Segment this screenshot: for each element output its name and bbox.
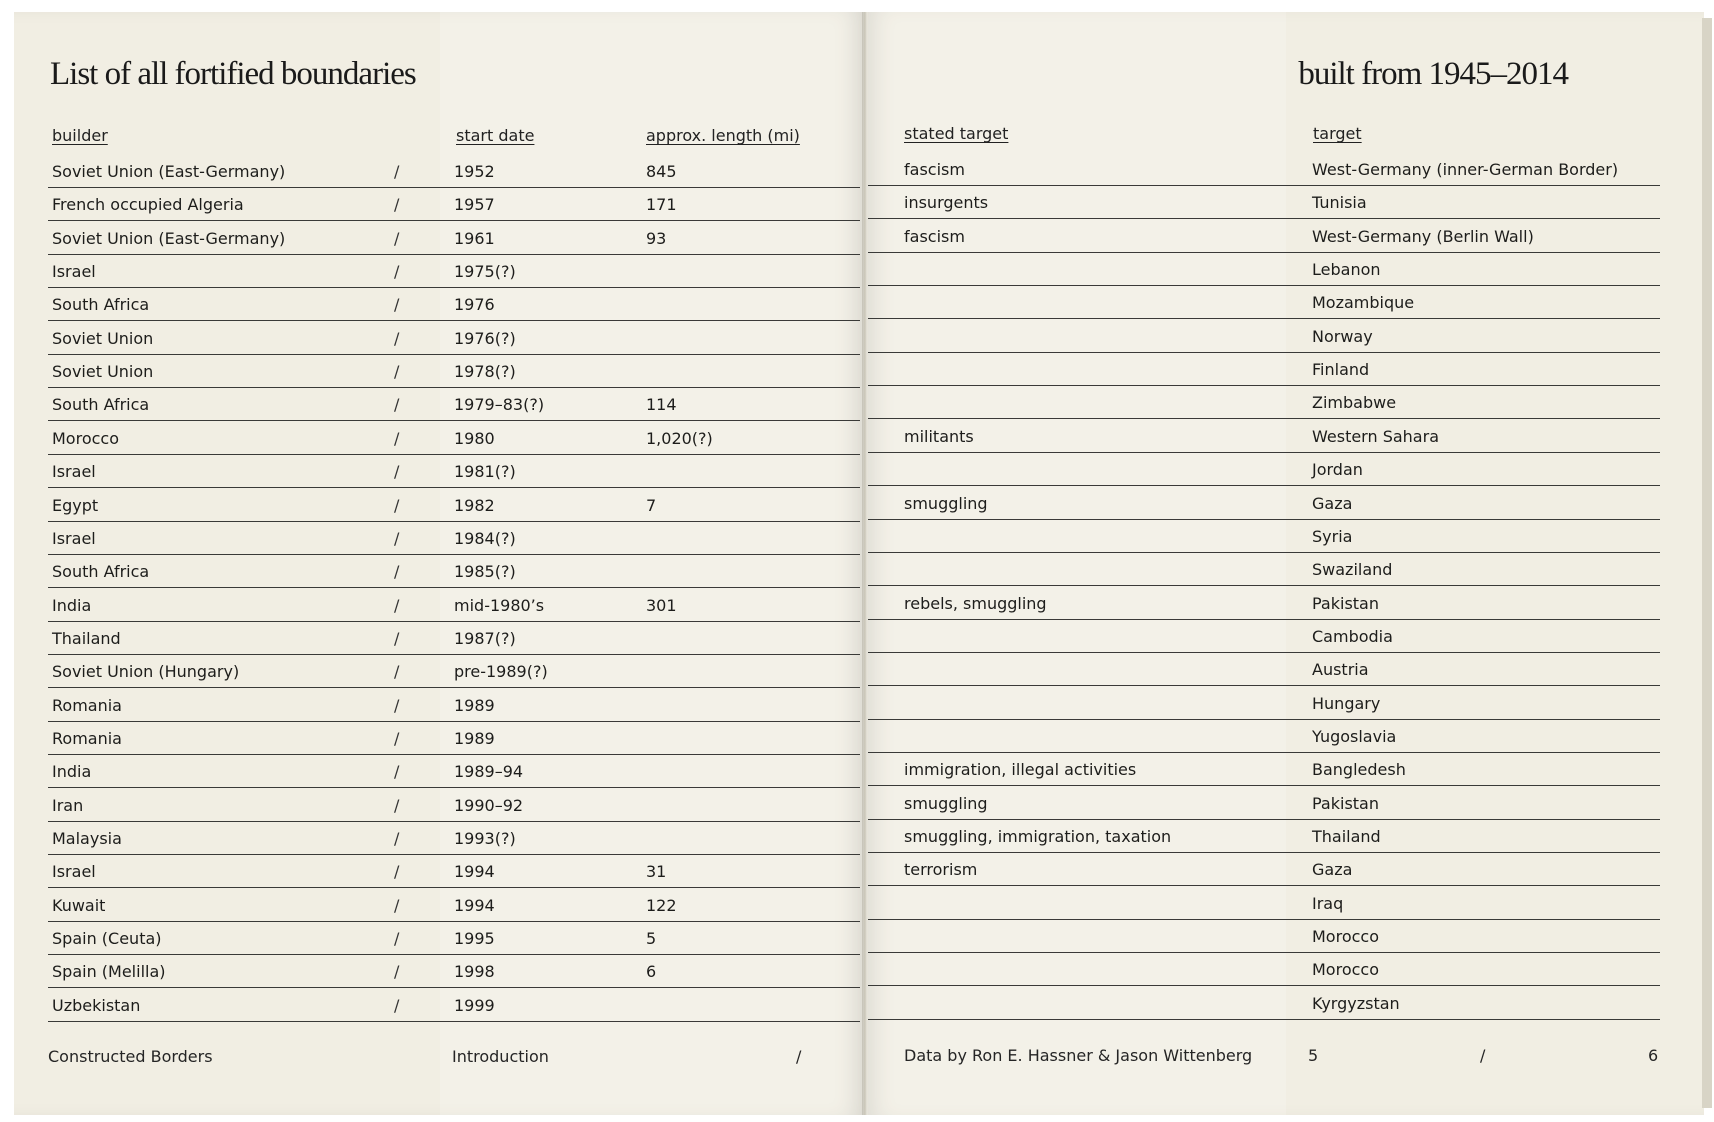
table-row xyxy=(868,986,1660,1020)
builder-cell: Malaysia xyxy=(52,829,122,848)
row-separator: / xyxy=(394,929,400,949)
page-number-right: 6 xyxy=(1648,1046,1659,1065)
stated-target-cell: smuggling, immigration, taxation xyxy=(904,827,1172,846)
builder-cell: Israel xyxy=(52,862,96,882)
builder-cell: Iran xyxy=(52,795,84,815)
table-row xyxy=(48,287,860,321)
start-date-cell: 1952 xyxy=(454,162,495,181)
table-row xyxy=(868,185,1660,219)
target-cell: Iraq xyxy=(1312,893,1344,913)
table-row xyxy=(868,852,1660,886)
stated-target-cell: insurgents xyxy=(904,193,989,213)
length-cell: 5 xyxy=(646,929,657,949)
row-separator: / xyxy=(394,695,400,715)
start-date-cell: mid-1980’s xyxy=(454,595,545,615)
table-row xyxy=(48,654,860,688)
start-date-cell: pre-1989(?) xyxy=(454,662,548,682)
table-row xyxy=(48,921,860,955)
row-separator: / xyxy=(394,295,400,315)
row-separator: / xyxy=(394,428,400,448)
table-row xyxy=(48,888,860,922)
stated-target-cell: fascism xyxy=(904,226,965,246)
page-title-right: built from 1945–2014 xyxy=(1298,56,1568,92)
table-row xyxy=(868,652,1660,686)
builder-cell: Israel xyxy=(52,528,96,548)
footer-book-title: Constructed Borders xyxy=(48,1047,213,1066)
target-cell: Cambodia xyxy=(1312,626,1393,646)
target-cell: Finland xyxy=(1312,360,1370,380)
start-date-cell: 1985(?) xyxy=(454,562,516,582)
page-number-left: 5 xyxy=(1308,1046,1319,1065)
target-cell: Thailand xyxy=(1312,827,1381,846)
start-date-cell: 1980 xyxy=(454,428,495,448)
table-row xyxy=(868,219,1660,253)
start-date-cell: 1957 xyxy=(454,195,495,215)
footer-separator-right: / xyxy=(1480,1046,1486,1065)
target-cell: Syria xyxy=(1312,526,1353,546)
target-cell: Mozambique xyxy=(1312,293,1415,313)
stated-target-cell: rebels, smuggling xyxy=(904,593,1047,613)
table-row xyxy=(48,187,860,221)
row-separator: / xyxy=(394,195,400,215)
stated-target-cell: fascism xyxy=(904,160,965,179)
table-row xyxy=(48,421,860,455)
table-row xyxy=(48,588,860,622)
target-cell: Gaza xyxy=(1312,493,1353,513)
table-row xyxy=(48,688,860,722)
table-row xyxy=(48,821,860,855)
stated-target-cell: terrorism xyxy=(904,860,978,880)
stated-target-cell: smuggling xyxy=(904,793,988,813)
footer-separator-left: / xyxy=(796,1047,802,1066)
start-date-cell: 1978(?) xyxy=(454,362,516,382)
builder-cell: Israel xyxy=(52,462,96,482)
table-row xyxy=(48,254,860,288)
target-cell: Swaziland xyxy=(1312,560,1393,580)
stated-target-cell: militants xyxy=(904,426,974,446)
start-date-cell: 1984(?) xyxy=(454,528,516,548)
builder-cell: India xyxy=(52,762,92,782)
table-row xyxy=(868,886,1660,920)
start-date-cell: 1995 xyxy=(454,929,495,949)
start-date-cell: 1989–94 xyxy=(454,762,524,782)
row-separator: / xyxy=(394,462,400,482)
table-row xyxy=(868,486,1660,520)
start-date-cell: 1998 xyxy=(454,962,495,982)
header-builder: builder xyxy=(52,126,108,145)
table-row xyxy=(868,719,1660,753)
target-cell: Morocco xyxy=(1312,927,1379,947)
length-cell: 122 xyxy=(646,895,677,915)
table-row xyxy=(868,586,1660,620)
length-cell: 301 xyxy=(646,595,677,615)
table-row xyxy=(868,319,1660,353)
builder-cell: Thailand xyxy=(52,628,121,648)
row-separator: / xyxy=(394,595,400,615)
builder-cell: Romania xyxy=(52,695,122,715)
target-cell: Bangledesh xyxy=(1312,760,1406,780)
table-row xyxy=(48,554,860,588)
builder-cell: Kuwait xyxy=(52,895,106,915)
row-separator: / xyxy=(394,528,400,548)
builder-cell: Romania xyxy=(52,728,122,748)
builder-cell: Morocco xyxy=(52,428,119,448)
builder-cell: Spain (Melilla) xyxy=(52,962,166,982)
builder-cell: Spain (Ceuta) xyxy=(52,929,162,949)
start-date-cell: 1976 xyxy=(454,295,495,315)
length-cell: 93 xyxy=(646,228,667,248)
start-date-cell: 1999 xyxy=(454,995,495,1015)
table-row xyxy=(868,919,1660,953)
length-cell: 171 xyxy=(646,195,677,215)
table-row xyxy=(48,954,860,988)
stated-target-cell: immigration, illegal activities xyxy=(904,760,1137,780)
row-separator: / xyxy=(394,328,400,348)
table-row xyxy=(48,521,860,555)
row-separator: / xyxy=(394,162,400,181)
row-separator: / xyxy=(394,995,400,1015)
table-row xyxy=(48,354,860,388)
start-date-cell: 1976(?) xyxy=(454,328,516,348)
builder-cell: India xyxy=(52,595,92,615)
builder-cell: Uzbekistan xyxy=(52,995,141,1015)
start-date-cell: 1979–83(?) xyxy=(454,395,545,415)
table-row xyxy=(868,819,1660,853)
table-row xyxy=(48,387,860,421)
table-row xyxy=(868,552,1660,586)
footer-credit: Data by Ron E. Hassner & Jason Wittenberg xyxy=(904,1046,1253,1065)
row-separator: / xyxy=(394,262,400,282)
table-row xyxy=(868,952,1660,986)
start-date-cell: 1961 xyxy=(454,228,495,248)
table-row xyxy=(868,252,1660,286)
length-cell: 31 xyxy=(646,862,667,882)
table-row xyxy=(868,385,1660,419)
row-separator: / xyxy=(394,795,400,815)
target-cell: Western Sahara xyxy=(1312,426,1439,446)
table-row xyxy=(48,621,860,655)
row-separator: / xyxy=(394,862,400,882)
target-cell: Tunisia xyxy=(1312,193,1367,213)
table-row xyxy=(868,686,1660,720)
target-cell: Zimbabwe xyxy=(1312,393,1397,413)
builder-cell: Soviet Union (East-Germany) xyxy=(52,162,286,181)
builder-cell: Soviet Union xyxy=(52,362,154,382)
target-cell: Kyrgyzstan xyxy=(1312,993,1400,1013)
table-row xyxy=(868,619,1660,653)
length-cell: 7 xyxy=(646,495,657,515)
builder-cell: Israel xyxy=(52,262,96,282)
target-cell: Morocco xyxy=(1312,960,1379,980)
length-cell: 114 xyxy=(646,395,677,415)
target-cell: Hungary xyxy=(1312,693,1381,713)
table-row xyxy=(868,352,1660,386)
target-cell: West-Germany (inner-German Border) xyxy=(1312,160,1619,179)
header-start-date: start date xyxy=(456,126,535,145)
table-row xyxy=(48,854,860,888)
table-row xyxy=(868,519,1660,553)
builder-cell: South Africa xyxy=(52,395,150,415)
table-row xyxy=(48,321,860,355)
target-cell: Gaza xyxy=(1312,860,1353,880)
start-date-cell: 1994 xyxy=(454,862,495,882)
row-separator: / xyxy=(394,829,400,848)
start-date-cell: 1989 xyxy=(454,728,495,748)
table-row xyxy=(48,721,860,755)
table-row xyxy=(48,221,860,255)
start-date-cell: 1994 xyxy=(454,895,495,915)
start-date-cell: 1987(?) xyxy=(454,628,516,648)
target-cell: Pakistan xyxy=(1312,593,1379,613)
row-separator: / xyxy=(394,962,400,982)
length-cell: 6 xyxy=(646,962,657,982)
row-separator: / xyxy=(394,562,400,582)
table-row xyxy=(48,154,860,188)
row-separator: / xyxy=(394,362,400,382)
start-date-cell: 1989 xyxy=(454,695,495,715)
target-cell: Austria xyxy=(1312,660,1369,680)
row-separator: / xyxy=(394,728,400,748)
header-stated-target: stated target xyxy=(904,124,1009,143)
footer-section: Introduction xyxy=(452,1047,549,1066)
table-row xyxy=(48,988,860,1022)
header-length: approx. length (mi) xyxy=(646,126,800,145)
table-row xyxy=(48,754,860,788)
builder-cell: South Africa xyxy=(52,562,150,582)
table-row xyxy=(48,488,860,522)
target-cell: Yugoslavia xyxy=(1312,726,1397,746)
start-date-cell: 1993(?) xyxy=(454,829,516,848)
table-row xyxy=(868,452,1660,486)
stated-target-cell: smuggling xyxy=(904,493,988,513)
row-separator: / xyxy=(394,228,400,248)
row-separator: / xyxy=(394,495,400,515)
row-separator: / xyxy=(394,628,400,648)
target-cell: West-Germany (Berlin Wall) xyxy=(1312,226,1534,246)
table-row xyxy=(48,788,860,822)
builder-cell: Soviet Union (Hungary) xyxy=(52,662,240,682)
page-title-left: List of all fortified boundaries xyxy=(50,56,416,92)
table-row xyxy=(868,152,1660,186)
row-separator: / xyxy=(394,762,400,782)
target-cell: Pakistan xyxy=(1312,793,1379,813)
row-separator: / xyxy=(394,395,400,415)
length-cell: 1,020(?) xyxy=(646,428,713,448)
start-date-cell: 1990–92 xyxy=(454,795,524,815)
header-target: target xyxy=(1313,124,1362,143)
start-date-cell: 1981(?) xyxy=(454,462,516,482)
target-cell: Norway xyxy=(1312,326,1373,346)
builder-cell: French occupied Algeria xyxy=(52,195,244,215)
table-row xyxy=(868,786,1660,820)
table-row xyxy=(868,752,1660,786)
length-cell: 845 xyxy=(646,162,677,181)
row-separator: / xyxy=(394,662,400,682)
builder-cell: Soviet Union (East-Germany) xyxy=(52,228,286,248)
table-row xyxy=(868,419,1660,453)
target-cell: Lebanon xyxy=(1312,260,1381,280)
row-separator: / xyxy=(394,895,400,915)
builder-cell: Soviet Union xyxy=(52,328,154,348)
table-row xyxy=(868,285,1660,319)
table-row xyxy=(48,454,860,488)
start-date-cell: 1982 xyxy=(454,495,495,515)
builder-cell: South Africa xyxy=(52,295,150,315)
start-date-cell: 1975(?) xyxy=(454,262,516,282)
builder-cell: Egypt xyxy=(52,495,99,515)
target-cell: Jordan xyxy=(1312,460,1363,480)
